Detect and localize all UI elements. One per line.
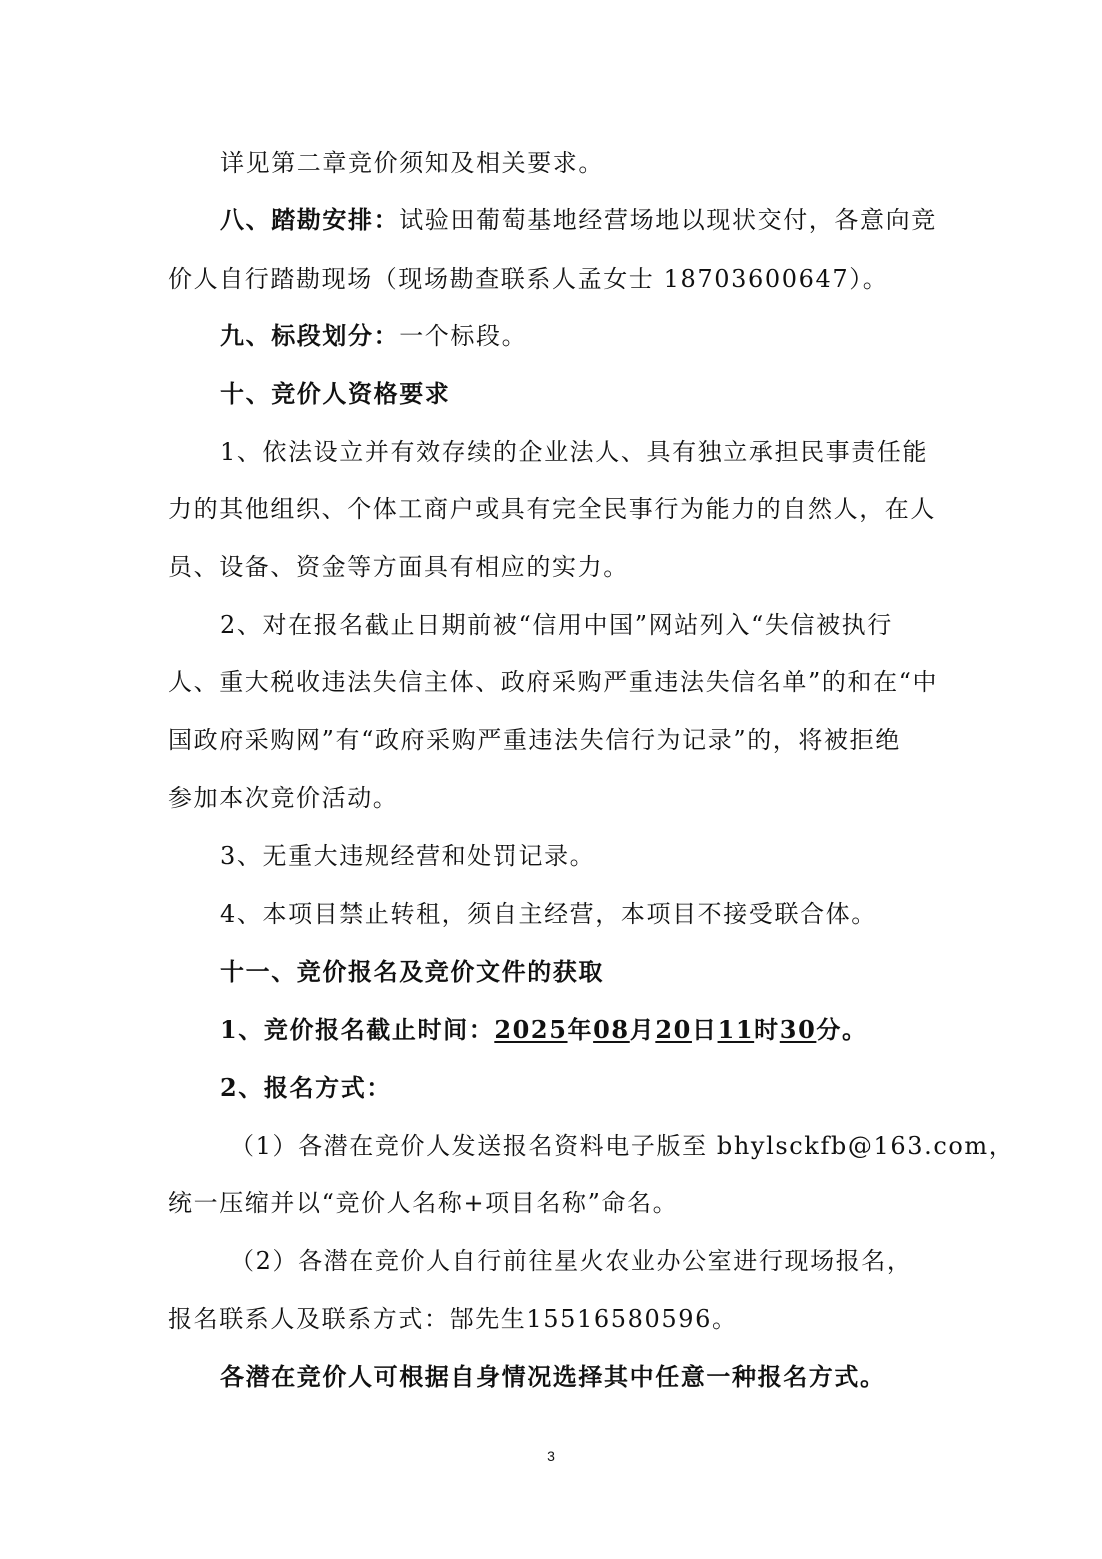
text-line-12: 参加本次竞价活动。 [168,784,399,812]
deadline-minute-unit: 分。 [816,1015,868,1044]
deadline-day-unit: 日 [691,1015,718,1044]
text-line-18: （1）各潜在竞价人发送报名资料电子版至 bhylsckfb@163.com， [230,1132,1015,1160]
deadline-day: 20 [655,1015,692,1044]
section-heading-9: 九、标段划分： [220,321,400,350]
deadline-line [220,1013,938,1047]
section-text-8: 试验田葡萄基地经营场地以现状交付，各意向竞 [399,206,937,234]
deadline-minute: 30 [779,1015,817,1044]
text-line-1: 详见第二章竞价须知及相关要求。 [220,149,604,177]
deadline-month-unit: 月 [629,1015,656,1044]
text-line-19: 统一压缩并以“竞价人名称+项目名称”命名。 [168,1189,679,1217]
section-heading-11: 十一、竞价报名及竞价文件的获取 [220,957,604,986]
text-line-3: 价人自行踏勘现场（现场勘查联系人孟女士 18703600647）。 [168,265,889,293]
text-line-2 [220,203,938,237]
page-number: 3 [547,1448,555,1464]
deadline-hour-unit: 时 [754,1015,780,1044]
text-line-8: 员、设备、资金等方面具有相应的实力。 [168,553,629,581]
deadline-year-unit: 年 [567,1015,594,1044]
section-heading-8: 八、踏勘安排： [220,205,400,234]
deadline-hour: 11 [717,1015,755,1044]
text-line-4 [220,319,938,353]
text-line-9: 2、对在报名截止日期前被“信用中国”网站列入“失信被执行 [220,611,893,639]
section-heading-10: 十、竞价人资格要求 [220,379,451,408]
deadline-year: 2025 [494,1015,568,1044]
text-line-6: 1、依法设立并有效存续的企业法人、具有独立承担民事责任能 [220,438,929,466]
deadline-prefix: 1、竞价报名截止时间： [220,1015,495,1044]
text-line-11: 国政府采购网”有“政府采购严重违法失信行为记录”的，将被拒绝 [168,726,901,754]
registration-method-heading: 2、报名方式： [220,1073,392,1102]
closing-note: 各潜在竞价人可根据自身情况选择其中任意一种报名方式。 [220,1362,886,1391]
section-text-9: 一个标段。 [399,322,528,350]
text-line-13: 3、无重大违规经营和处罚记录。 [220,842,596,870]
text-line-7: 力的其他组织、个体工商户或具有完全民事行为能力的自然人，在人 [168,495,936,523]
deadline-month: 08 [593,1015,630,1044]
text-line-10: 人、重大税收违法失信主体、政府采购严重违法失信名单”的和在“中 [168,668,939,696]
text-line-21: 报名联系人及联系方式：郜先生15516580596。 [168,1305,738,1333]
text-line-20: （2）各潜在竞价人自行前往星火农业办公室进行现场报名， [230,1247,913,1275]
text-line-14: 4、本项目禁止转租，须自主经营，本项目不接受联合体。 [220,900,877,928]
